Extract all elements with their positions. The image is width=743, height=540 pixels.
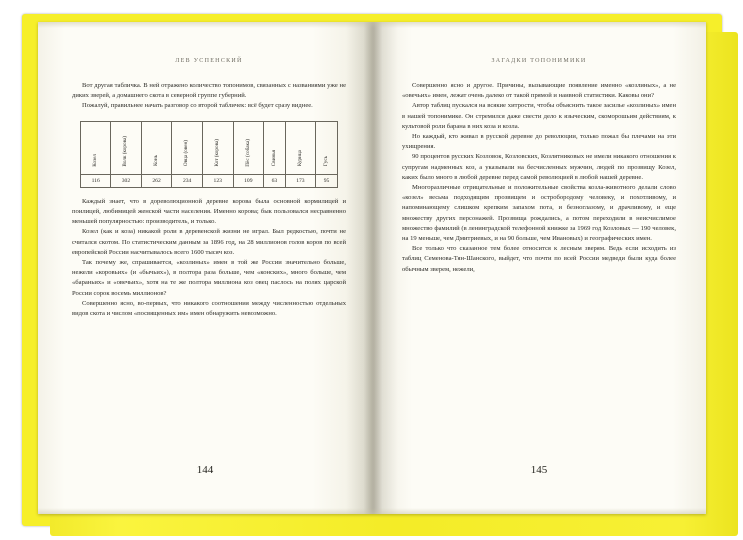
table-header [81, 121, 338, 174]
table-col-header: Курица [285, 121, 316, 174]
table-col-header: Гусь [316, 121, 338, 174]
paragraph: Совершенно ясно, во-первых, что никакого соотношения между численностью отдельных видов скота и числом «посвященных им» имен обнаружить невозможно. [72, 299, 346, 318]
table-col-header: Кот (корова) [202, 121, 233, 174]
right-page-body [402, 58, 676, 275]
paragraph: Многоразличные отрицательные и положительные свойства козла-животного делали слово «козел» весьма подходящим прозвищем и остробородому человеку, и похотливому, и напоминающему слишком крепким запахом пота, и безноглазому, и драчливому, и еще множеству других персонажей. Прозвища рождались, а потом переходили в неисчислимое множество фамилий (в ленинградской телефонной книжке за 1969 год Козловых — 190 человек, на 19 меньше, чем Дмитриевых, и на 90 больше, чем Ивановых) и географических имен. [402, 184, 676, 243]
table-col-header: Овца (овен) [172, 121, 203, 174]
table-col-header: Волк (корова) [111, 121, 142, 174]
table-cell: 109 [233, 174, 264, 187]
paragraph: Козел (как и коза) никакой роли в деревенской жизни не играл. Был редкостью, почти не считался скотом. По статистическим данным за 1896 год, на 28 миллионов голов коров по всей европейской России насчитывалось всего 1600 тысяч коз. [72, 228, 346, 256]
open-book-pages [38, 22, 706, 514]
table-row [81, 174, 338, 187]
paragraph: Все только что сказанное тем более относится к лесным зверям. Ведь если исходить из таблиц Семенова-Тян-Шанского, выйдет, что почти по всей России медведи были куда более обычным зверем, нежели, [402, 245, 676, 273]
table-cell: 262 [141, 174, 172, 187]
paragraph: Автор таблиц пускался на всякие хитрости, чтобы объяснить такое засилье «козлиных» имен в нашей топонимике. Он стремился даже свести дело к языческим, скоморошьим действиям, к культовой роли барана в них коза и козла. [402, 102, 676, 130]
table-body [81, 174, 338, 187]
paragraph: Каждый знает, что в дореволюционной деревне корова была основной кормилицей и поилицей, любимицей женской части населения. Именно корова; бык пользовался несравненно меньшей популярностью: производитель, и только. [72, 197, 346, 226]
right-running-head: ЗАГАДКИ ТОПОНИМИКИ [491, 58, 587, 64]
table-header-row [81, 121, 338, 174]
paragraph: Но каждый, кто живал в русской деревне до революции, только пожал бы плечами на эти ухищрения. [402, 133, 676, 151]
table-cell: 116 [81, 174, 111, 187]
table-cell: 302 [111, 174, 142, 187]
table-col-header: Пёс (собака) [233, 121, 264, 174]
table-cell: 63 [264, 174, 285, 187]
paragraph: Пожалуй, правильнее начать разговор со второй табличек: всё будет сразу виднее. [82, 102, 313, 110]
right-spine-shadow [372, 22, 398, 514]
paragraph: Так почему же, спрашивается, «козлиных» имен в той же России значительно больше, нежели «коровьих» (и «бычьих»), в полтора раза больше, чем «конских», много больше, чем «бараньих» и «овечьих», хотя на те же полтора миллиона коз овец паслось на полях царской России сорок восемь миллионов? [72, 259, 346, 297]
paragraph: 90 процентов русских Козловок, Козловских, Козлятниковых не имели никакого отношения к супругам надменных коз, а указывали на бесчисленных мужчин, людей по прозвищу Козел, каких было много в любой деревне перед самой революцией в любой нашей деревне. [402, 153, 676, 181]
table-cell: 123 [202, 174, 233, 187]
right-page-column [402, 81, 676, 275]
table-cell: 173 [285, 174, 316, 187]
table-cell: 95 [316, 174, 338, 187]
table-col-header: Конь [141, 121, 172, 174]
paragraph: Совершенно ясно и другое. Причины, вызывающие появление именно «козлиных», а не «овечьих» имен, лежат очень далеко от такой прямой и наивной статистики. Каковы они? [402, 82, 676, 100]
left-page-body [72, 58, 346, 319]
table-cell: 234 [172, 174, 203, 187]
left-page-number: 144 [196, 464, 214, 476]
toponym-animal-table [80, 121, 338, 188]
left-page [38, 22, 372, 514]
table-col-header: Козел [81, 121, 111, 174]
table-col-header: Свинья [264, 121, 285, 174]
left-spine-shadow [346, 22, 372, 514]
left-page-column [72, 81, 346, 319]
right-page-number: 145 [530, 464, 548, 476]
paragraph: Вот другая табличка. В ней отражено количество топонимов, связанных с названиями уже не диких зверей, а домашнего скота в северной группе губерний. [72, 82, 346, 100]
left-running-head: ЛЕВ УСПЕНСКИЙ [175, 58, 243, 64]
right-page [372, 22, 706, 514]
